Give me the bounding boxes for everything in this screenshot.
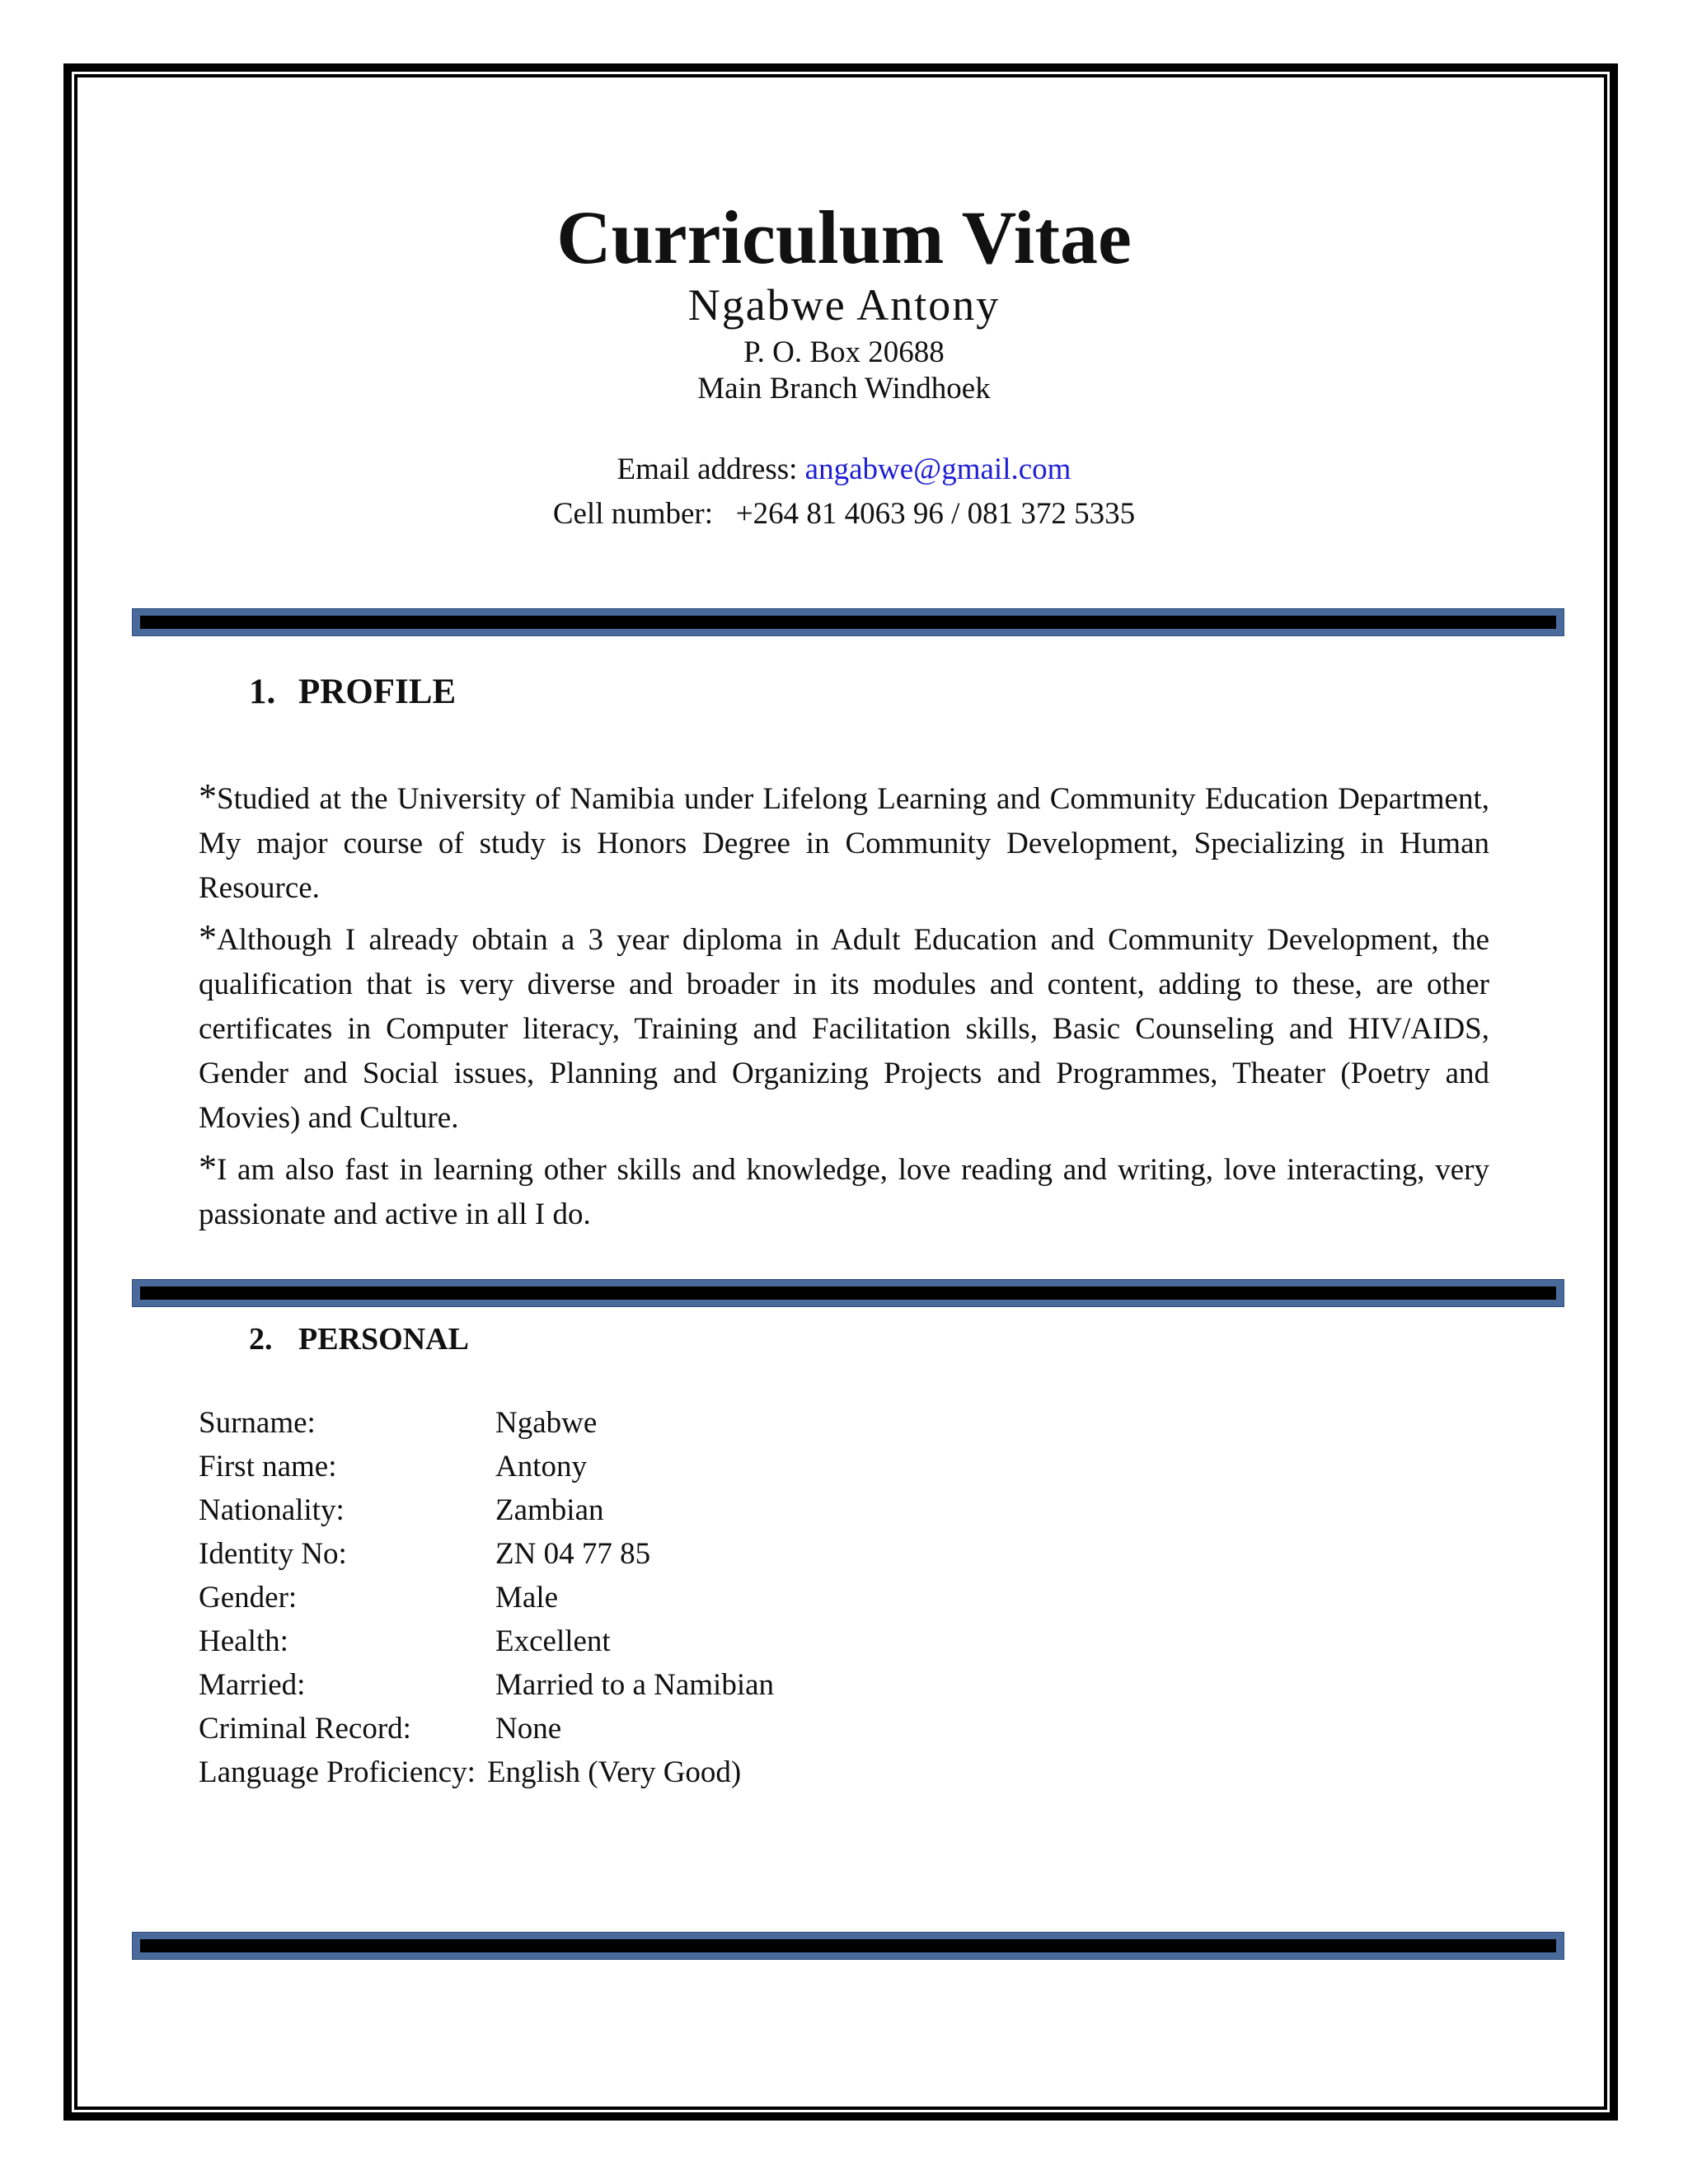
bullet-star-icon: * — [199, 776, 217, 817]
field-label: Identity No: — [199, 1537, 347, 1571]
personal-row-married — [199, 1663, 1188, 1707]
field-value: Zambian — [495, 1493, 604, 1527]
field-label: Language Proficiency: — [199, 1755, 476, 1789]
email-link[interactable]: angabwe@gmail.com — [804, 452, 1071, 486]
email-label: Email address: — [617, 452, 798, 486]
personal-row-identity-no — [199, 1532, 1188, 1576]
profile-paragraph — [199, 775, 1489, 911]
profile-heading-number: 1. — [249, 673, 276, 711]
email-line — [0, 452, 1688, 488]
field-label: Married: — [199, 1668, 306, 1702]
profile-heading — [249, 669, 456, 715]
field-label: Criminal Record: — [199, 1712, 411, 1746]
field-label: Surname: — [199, 1406, 316, 1440]
cell-number: +264 81 4063 96 / 081 372 5335 — [735, 497, 1136, 531]
section-divider — [132, 608, 1564, 636]
field-label: First name: — [199, 1450, 337, 1483]
field-value: Excellent — [495, 1624, 611, 1658]
field-label: Health: — [199, 1624, 288, 1658]
field-label: Gender: — [199, 1581, 298, 1615]
personal-row-language — [199, 1750, 1188, 1794]
personal-row-health — [199, 1619, 1188, 1663]
bullet-star-icon: * — [199, 917, 217, 958]
profile-heading-text: PROFILE — [298, 673, 457, 711]
section-divider — [132, 1932, 1564, 1960]
personal-details — [199, 1401, 1188, 1794]
profile-text: I am also fast in learning other skills and knowledge, love reading and writing, love interacting, very passionate and active in all I do. — [199, 1153, 1489, 1231]
profile-paragraph — [199, 916, 1489, 1141]
applicant-name: Ngabwe Antony — [687, 280, 1001, 330]
field-value: None — [495, 1712, 562, 1746]
document-title: Curriculum Vitae — [556, 195, 1132, 279]
profile-text: Studied at the University of Namibia under Lifelong Learning and Community Education Department, My major course of study is Honors Degree in Community Development, Specializing in Human Resource. — [199, 782, 1489, 905]
cell-label: Cell number: — [552, 497, 714, 531]
profile-text: Although I already obtain a 3 year diploma in Adult Education and Community Development, the qualification that is very diverse and broader in its modules and content, adding to these, are other certificates in Computer literacy, Training and Facilitation skills, Basic Counseling and HIV/AIDS, Gender and Social issues, Planning and Organizing Projects and Programmes, Theater (Poetry and Movies) and Culture. — [199, 923, 1489, 1135]
field-label: Nationality: — [199, 1493, 345, 1527]
personal-row-surname — [199, 1401, 1188, 1445]
branch-address: Main Branch Windhoek — [697, 372, 991, 405]
bullet-star-icon: * — [199, 1147, 217, 1188]
field-value: English (Very Good) — [486, 1755, 742, 1789]
profile-section — [199, 775, 1489, 1242]
field-value: Ngabwe — [495, 1406, 598, 1440]
personal-heading — [249, 1319, 469, 1360]
personal-row-nationality — [199, 1488, 1188, 1532]
field-value: ZN 04 77 85 — [495, 1537, 651, 1571]
section-divider — [132, 1279, 1564, 1307]
personal-heading-number: 2. — [249, 1322, 273, 1357]
field-value: Married to a Namibian — [495, 1668, 775, 1702]
personal-row-criminal-record — [199, 1707, 1188, 1750]
field-value: Antony — [495, 1450, 587, 1483]
postal-address: P. O. Box 20688 — [743, 335, 945, 369]
personal-row-gender — [199, 1576, 1188, 1619]
cell-line — [0, 496, 1688, 532]
personal-row-first-name — [199, 1445, 1188, 1488]
profile-paragraph — [199, 1146, 1489, 1237]
field-value: Male — [495, 1581, 559, 1615]
personal-heading-text: PERSONAL — [298, 1322, 469, 1357]
